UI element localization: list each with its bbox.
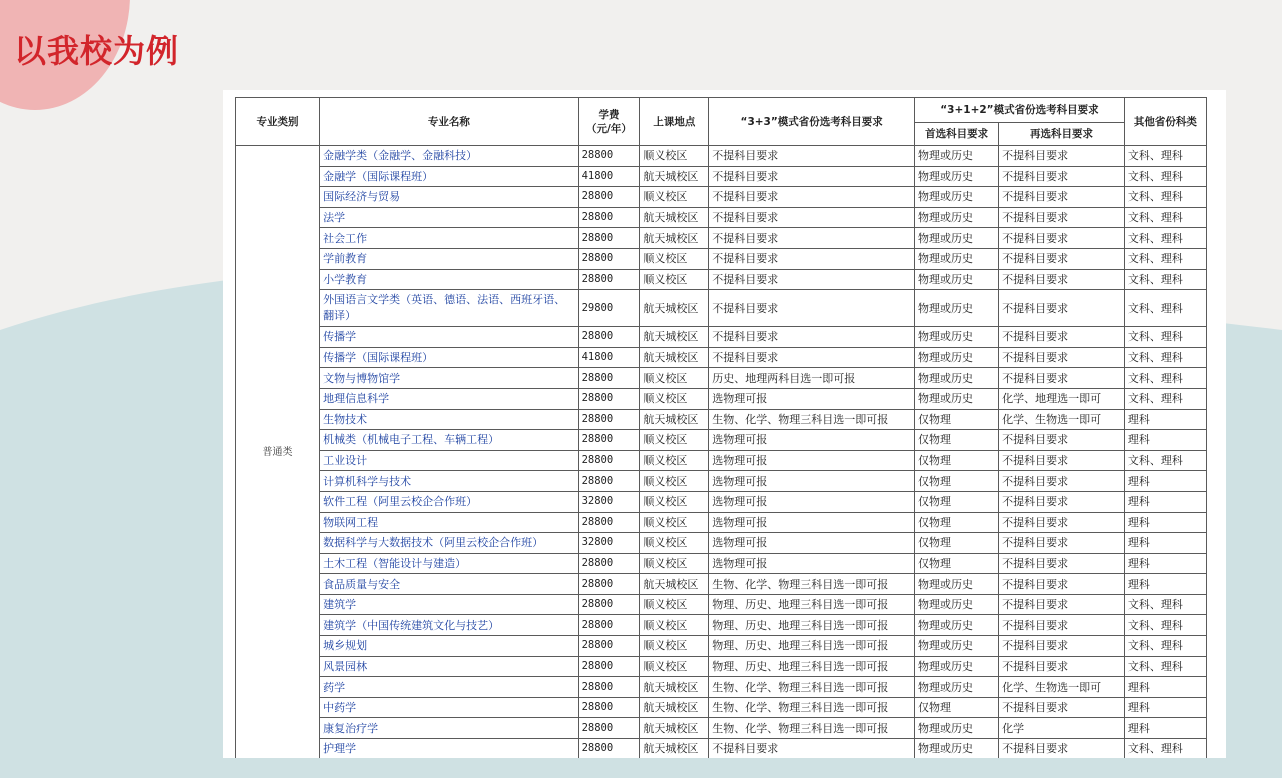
campus-cell: 顺义校区 [640,656,709,677]
re-choice-cell: 不提科目要求 [999,146,1125,167]
mode33-requirement-cell: 生物、化学、物理三科目选一即可报 [709,409,915,430]
campus-cell: 航天城校区 [640,290,709,327]
re-choice-cell: 不提科目要求 [999,430,1125,451]
campus-cell: 航天城校区 [640,347,709,368]
campus-cell: 顺义校区 [640,512,709,533]
other-province-cell: 文科、理科 [1124,290,1206,327]
tuition-cell: 28800 [578,430,640,451]
campus-cell: 航天城校区 [640,166,709,187]
re-choice-cell: 不提科目要求 [999,636,1125,657]
tuition-cell: 41800 [578,166,640,187]
table-row [236,290,1207,327]
table-row [236,594,1207,615]
other-province-cell: 文科、理科 [1124,656,1206,677]
campus-cell: 顺义校区 [640,594,709,615]
mode33-requirement-cell: 选物理可报 [709,471,915,492]
campus-cell: 航天城校区 [640,677,709,698]
major-link[interactable]: 物联网工程 [320,512,578,533]
first-choice-cell: 仅物理 [915,450,999,471]
first-choice-cell: 物理或历史 [915,290,999,327]
table-row [236,512,1207,533]
table-row [236,533,1207,554]
major-link[interactable]: 中药学 [320,697,578,718]
first-choice-cell: 物理或历史 [915,269,999,290]
major-link[interactable]: 康复治疗学 [320,718,578,739]
mode33-requirement-cell: 选物理可报 [709,450,915,471]
tuition-cell: 28800 [578,739,640,758]
re-choice-cell: 化学、生物选一即可 [999,409,1125,430]
mode33-requirement-cell: 不提科目要求 [709,327,915,348]
first-choice-cell: 物理或历史 [915,636,999,657]
major-link[interactable]: 金融学（国际课程班） [320,166,578,187]
first-choice-cell: 物理或历史 [915,207,999,228]
tuition-cell: 28800 [578,471,640,492]
campus-cell: 顺义校区 [640,533,709,554]
table-row [236,207,1207,228]
major-link[interactable]: 城乡规划 [320,636,578,657]
first-choice-cell: 物理或历史 [915,187,999,208]
re-choice-cell: 不提科目要求 [999,248,1125,269]
header-re-choice: 再选科目要求 [999,123,1125,146]
re-choice-cell: 不提科目要求 [999,207,1125,228]
other-province-cell: 文科、理科 [1124,146,1206,167]
re-choice-cell: 不提科目要求 [999,228,1125,249]
first-choice-cell: 物理或历史 [915,739,999,758]
major-link[interactable]: 社会工作 [320,228,578,249]
major-link[interactable]: 食品质量与安全 [320,574,578,595]
tuition-cell: 28800 [578,269,640,290]
other-province-cell: 文科、理科 [1124,228,1206,249]
header-mode33: “3+3”模式省份选考科目要求 [709,98,915,146]
other-province-cell: 文科、理科 [1124,636,1206,657]
mode33-requirement-cell: 生物、化学、物理三科目选一即可报 [709,697,915,718]
other-province-cell: 文科、理科 [1124,347,1206,368]
re-choice-cell: 不提科目要求 [999,368,1125,389]
major-link[interactable]: 计算机科学与技术 [320,471,578,492]
first-choice-cell: 仅物理 [915,697,999,718]
re-choice-cell: 不提科目要求 [999,187,1125,208]
re-choice-cell: 不提科目要求 [999,327,1125,348]
table-row [236,697,1207,718]
major-link[interactable]: 机械类（机械电子工程、车辆工程） [320,430,578,451]
campus-cell: 顺义校区 [640,450,709,471]
major-link[interactable]: 建筑学 [320,594,578,615]
major-link[interactable]: 建筑学（中国传统建筑文化与技艺） [320,615,578,636]
tuition-cell: 28800 [578,574,640,595]
tuition-cell: 28800 [578,248,640,269]
re-choice-cell: 不提科目要求 [999,512,1125,533]
mode33-requirement-cell: 不提科目要求 [709,187,915,208]
tuition-cell: 29800 [578,290,640,327]
major-link[interactable]: 金融学类（金融学、金融科技） [320,146,578,167]
mode33-requirement-cell: 不提科目要求 [709,248,915,269]
tuition-cell: 28800 [578,327,640,348]
other-province-cell: 文科、理科 [1124,388,1206,409]
tuition-cell: 28800 [578,187,640,208]
major-link[interactable]: 外国语言文学类（英语、德语、法语、西班牙语、翻译） [320,290,578,327]
other-province-cell: 文科、理科 [1124,166,1206,187]
re-choice-cell: 不提科目要求 [999,471,1125,492]
first-choice-cell: 物理或历史 [915,347,999,368]
re-choice-cell: 化学、生物选一即可 [999,677,1125,698]
table-row [236,248,1207,269]
tuition-cell: 32800 [578,491,640,512]
first-choice-cell: 仅物理 [915,553,999,574]
table-row [236,574,1207,595]
campus-cell: 航天城校区 [640,327,709,348]
first-choice-cell: 仅物理 [915,471,999,492]
header-category: 专业类别 [236,98,320,146]
campus-cell: 顺义校区 [640,146,709,167]
first-choice-cell: 物理或历史 [915,677,999,698]
mode33-requirement-cell: 历史、地理两科目选一即可报 [709,368,915,389]
table-row [236,347,1207,368]
header-other: 其他省份科类 [1124,98,1206,146]
re-choice-cell: 化学、地理选一即可 [999,388,1125,409]
campus-cell: 航天城校区 [640,739,709,758]
table-row [236,388,1207,409]
tuition-cell: 28800 [578,615,640,636]
first-choice-cell: 物理或历史 [915,166,999,187]
re-choice-cell: 不提科目要求 [999,615,1125,636]
other-province-cell: 文科、理科 [1124,327,1206,348]
mode33-requirement-cell: 物理、历史、地理三科目选一即可报 [709,615,915,636]
table-row [236,491,1207,512]
other-province-cell: 理科 [1124,533,1206,554]
other-province-cell: 文科、理科 [1124,207,1206,228]
tuition-cell: 28800 [578,409,640,430]
other-province-cell: 文科、理科 [1124,248,1206,269]
major-link[interactable]: 药学 [320,677,578,698]
table-row [236,228,1207,249]
mode33-requirement-cell: 物理、历史、地理三科目选一即可报 [709,594,915,615]
tuition-cell: 41800 [578,347,640,368]
major-link[interactable]: 学前教育 [320,248,578,269]
table-row [236,471,1207,492]
major-link[interactable]: 国际经济与贸易 [320,187,578,208]
re-choice-cell: 不提科目要求 [999,533,1125,554]
mode33-requirement-cell: 不提科目要求 [709,290,915,327]
other-province-cell: 理科 [1124,574,1206,595]
campus-cell: 航天城校区 [640,207,709,228]
re-choice-cell: 不提科目要求 [999,574,1125,595]
first-choice-cell: 仅物理 [915,409,999,430]
first-choice-cell: 仅物理 [915,533,999,554]
tuition-cell: 28800 [578,697,640,718]
re-choice-cell: 不提科目要求 [999,697,1125,718]
re-choice-cell: 不提科目要求 [999,450,1125,471]
table-row [236,166,1207,187]
tuition-cell: 28800 [578,228,640,249]
campus-cell: 航天城校区 [640,409,709,430]
table-row [236,553,1207,574]
tuition-cell: 28800 [578,553,640,574]
major-link[interactable]: 法学 [320,207,578,228]
first-choice-cell: 仅物理 [915,491,999,512]
other-province-cell: 文科、理科 [1124,187,1206,208]
re-choice-cell: 不提科目要求 [999,553,1125,574]
other-province-cell: 理科 [1124,718,1206,739]
major-link[interactable]: 传播学（国际课程班） [320,347,578,368]
re-choice-cell: 不提科目要求 [999,594,1125,615]
table-row [236,409,1207,430]
re-choice-cell: 不提科目要求 [999,269,1125,290]
major-link[interactable]: 土木工程（智能设计与建造） [320,553,578,574]
campus-cell: 顺义校区 [640,430,709,451]
other-province-cell: 理科 [1124,471,1206,492]
re-choice-cell: 不提科目要求 [999,347,1125,368]
campus-cell: 顺义校区 [640,615,709,636]
tuition-cell: 32800 [578,533,640,554]
table-row [236,615,1207,636]
campus-cell: 顺义校区 [640,388,709,409]
campus-cell: 顺义校区 [640,368,709,389]
campus-cell: 顺义校区 [640,491,709,512]
first-choice-cell: 物理或历史 [915,327,999,348]
re-choice-cell: 不提科目要求 [999,290,1125,327]
category-cell: 普通类 [236,146,320,759]
header-campus: 上课地点 [640,98,709,146]
other-province-cell: 文科、理科 [1124,269,1206,290]
campus-cell: 顺义校区 [640,187,709,208]
tuition-cell: 28800 [578,594,640,615]
mode33-requirement-cell: 选物理可报 [709,430,915,451]
major-link[interactable]: 传播学 [320,327,578,348]
campus-cell: 顺义校区 [640,269,709,290]
major-link[interactable]: 软件工程（阿里云校企合作班） [320,491,578,512]
table-row [236,656,1207,677]
campus-cell: 航天城校区 [640,718,709,739]
tuition-cell: 28800 [578,146,640,167]
major-link[interactable]: 地理信息科学 [320,388,578,409]
first-choice-cell: 物理或历史 [915,228,999,249]
mode33-requirement-cell: 选物理可报 [709,553,915,574]
first-choice-cell: 物理或历史 [915,656,999,677]
other-province-cell: 理科 [1124,409,1206,430]
table-row [236,636,1207,657]
table-row [236,677,1207,698]
other-province-cell: 文科、理科 [1124,739,1206,758]
header-first-choice: 首选科目要求 [915,123,999,146]
first-choice-cell: 物理或历史 [915,594,999,615]
table-body [236,146,1207,759]
other-province-cell: 理科 [1124,677,1206,698]
tuition-cell: 28800 [578,718,640,739]
first-choice-cell: 物理或历史 [915,146,999,167]
tuition-cell: 28800 [578,656,640,677]
mode33-requirement-cell: 不提科目要求 [709,347,915,368]
campus-cell: 航天城校区 [640,574,709,595]
first-choice-cell: 物理或历史 [915,248,999,269]
table-row [236,146,1207,167]
major-link[interactable]: 护理学 [320,739,578,758]
mode33-requirement-cell: 选物理可报 [709,512,915,533]
other-province-cell: 理科 [1124,491,1206,512]
first-choice-cell: 仅物理 [915,512,999,533]
other-province-cell: 文科、理科 [1124,615,1206,636]
re-choice-cell: 不提科目要求 [999,166,1125,187]
header-tuition: 学费 （元/年） [578,98,640,146]
tuition-cell: 28800 [578,450,640,471]
mode33-requirement-cell: 生物、化学、物理三科目选一即可报 [709,718,915,739]
major-link[interactable]: 工业设计 [320,450,578,471]
other-province-cell: 理科 [1124,430,1206,451]
tuition-cell: 28800 [578,636,640,657]
first-choice-cell: 仅物理 [915,430,999,451]
campus-cell: 航天城校区 [640,697,709,718]
other-province-cell: 理科 [1124,512,1206,533]
mode33-requirement-cell: 不提科目要求 [709,269,915,290]
major-link[interactable]: 风景园林 [320,656,578,677]
other-province-cell: 文科、理科 [1124,450,1206,471]
campus-cell: 顺义校区 [640,636,709,657]
first-choice-cell: 物理或历史 [915,574,999,595]
re-choice-cell: 不提科目要求 [999,739,1125,758]
re-choice-cell: 不提科目要求 [999,491,1125,512]
table-row [236,739,1207,758]
re-choice-cell: 化学 [999,718,1125,739]
re-choice-cell: 不提科目要求 [999,656,1125,677]
other-province-cell: 理科 [1124,553,1206,574]
mode33-requirement-cell: 不提科目要求 [709,207,915,228]
major-link[interactable]: 小学教育 [320,269,578,290]
mode33-requirement-cell: 选物理可报 [709,388,915,409]
campus-cell: 顺义校区 [640,248,709,269]
mode33-requirement-cell: 不提科目要求 [709,739,915,758]
mode33-requirement-cell: 物理、历史、地理三科目选一即可报 [709,636,915,657]
other-province-cell: 文科、理科 [1124,594,1206,615]
major-link[interactable]: 文物与博物馆学 [320,368,578,389]
first-choice-cell: 物理或历史 [915,615,999,636]
other-province-cell: 理科 [1124,697,1206,718]
first-choice-cell: 物理或历史 [915,388,999,409]
table-row [236,187,1207,208]
tuition-cell: 28800 [578,207,640,228]
campus-cell: 航天城校区 [640,228,709,249]
tuition-cell: 28800 [578,368,640,389]
table-row [236,327,1207,348]
mode33-requirement-cell: 选物理可报 [709,533,915,554]
other-province-cell: 文科、理科 [1124,368,1206,389]
mode33-requirement-cell: 不提科目要求 [709,166,915,187]
table-sheet [223,90,1226,758]
mode33-requirement-cell: 物理、历史、地理三科目选一即可报 [709,656,915,677]
major-link[interactable]: 数据科学与大数据技术（阿里云校企合作班） [320,533,578,554]
header-major: 专业名称 [320,98,578,146]
mode33-requirement-cell: 生物、化学、物理三科目选一即可报 [709,574,915,595]
campus-cell: 顺义校区 [640,471,709,492]
tuition-cell: 28800 [578,512,640,533]
table-row [236,269,1207,290]
table-row [236,368,1207,389]
major-link[interactable]: 生物技术 [320,409,578,430]
first-choice-cell: 物理或历史 [915,368,999,389]
mode33-requirement-cell: 生物、化学、物理三科目选一即可报 [709,677,915,698]
table-row [236,430,1207,451]
mode33-requirement-cell: 不提科目要求 [709,146,915,167]
first-choice-cell: 物理或历史 [915,718,999,739]
mode33-requirement-cell: 不提科目要求 [709,228,915,249]
table-row [236,450,1207,471]
tuition-cell: 28800 [578,677,640,698]
campus-cell: 顺义校区 [640,553,709,574]
header-mode312: “3+1+2”模式省份选考科目要求 [915,98,1125,123]
table-row [236,718,1207,739]
admission-table [235,97,1207,758]
page-title: 以我校为例 [14,32,180,70]
mode33-requirement-cell: 选物理可报 [709,491,915,512]
tuition-cell: 28800 [578,388,640,409]
